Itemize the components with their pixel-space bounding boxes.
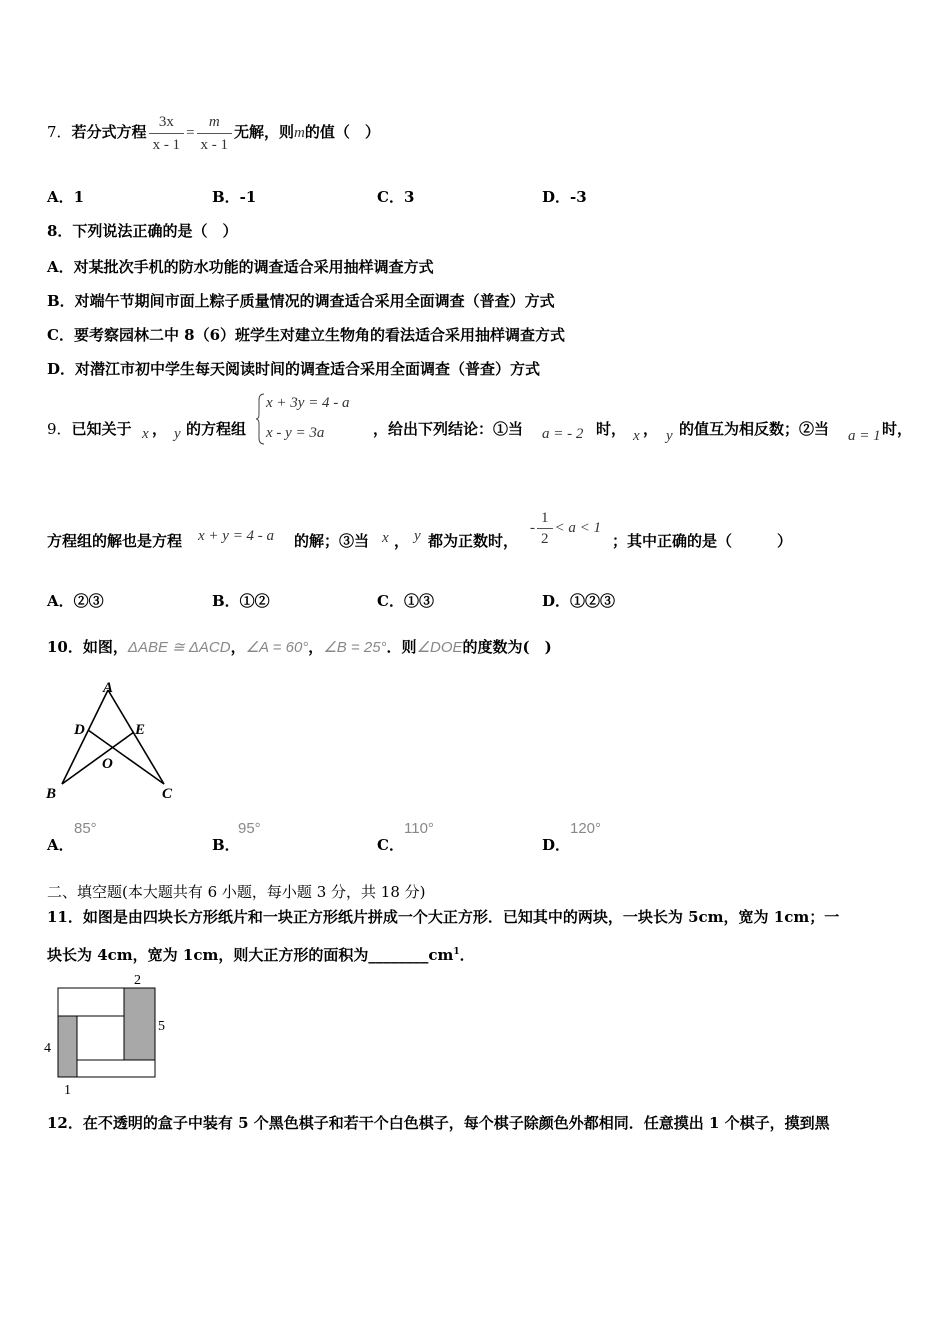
q9-x: x: [142, 426, 149, 442]
q11-right-strip: [124, 988, 155, 1060]
q10-option-d-value: 120°: [570, 820, 602, 837]
q9-t5: 的值互为相反数；②当: [679, 420, 830, 438]
q10-option-a-label: A．: [47, 836, 74, 854]
q10-label-a: A: [103, 680, 114, 696]
q10-number: 10．如图，: [47, 638, 128, 656]
q10-segment-be: [62, 732, 134, 784]
q9-y2: y: [666, 428, 673, 444]
q7-pre: 若分式方程: [71, 123, 147, 141]
q11-unit: cm: [428, 946, 454, 964]
q9-line2-c: 都为正数时，: [428, 532, 519, 550]
q10-c2: ，: [308, 638, 324, 656]
q7-post2: 的值（ ）: [304, 123, 380, 141]
q10-option-a-value: 85°: [74, 820, 97, 837]
section2-title: 二、填空题(本大题共有 6 小题，每小题 3 分，共 18 分): [47, 883, 426, 901]
q9-comma: ，: [152, 420, 168, 438]
q10-t1: ．则: [386, 638, 417, 656]
q10-label-d: D: [74, 722, 85, 738]
q11-label-1: 1: [64, 1083, 71, 1098]
q9-option-d[interactable]: D．①②③: [542, 592, 616, 610]
q10-t2: 的度数为( ): [462, 638, 552, 656]
q9-option-a[interactable]: A．②③: [47, 592, 104, 610]
q8-option-b[interactable]: B．对端午节期间市面上粽子质量情况的调查适合采用全面调查（普查）方式: [47, 292, 555, 310]
q11-square-figure: [40, 970, 180, 1100]
q10-angle-doe: ∠DOE: [416, 639, 463, 656]
q9-y3: y: [414, 528, 421, 544]
q9-inequality: [530, 503, 601, 553]
q10-stem: [47, 636, 552, 657]
q10-option-b-value: 95°: [238, 820, 261, 837]
q7-frac1-den: x - 1: [152, 136, 181, 153]
q9-system-brace: [256, 392, 266, 446]
q9-x2: x: [633, 428, 640, 444]
q7-option-d[interactable]: D．-3: [542, 188, 587, 206]
q7-frac2-num: m: [197, 111, 233, 134]
q12-line1: 12．在不透明的盒子中装有 5 个黑色棋子和若干个白色棋子，每个棋子除颜色外都相同．任意摸出 1 个棋子，摸到黑: [47, 1114, 830, 1132]
q9-t3: ，给出下列结论：①当: [373, 420, 524, 438]
q9-comma2: ，: [643, 420, 659, 438]
q7-option-a[interactable]: A．1: [47, 188, 85, 206]
q7-fraction-left: [149, 111, 185, 156]
q10-option-d-label: D．: [542, 836, 571, 854]
q11-line2-text: 块长为 4cm，宽为 1cm，则大正方形的面积为: [47, 946, 369, 964]
q10-option-d[interactable]: [542, 834, 570, 855]
q7-fraction-right: [197, 111, 233, 156]
q7-number: 7．: [47, 123, 72, 141]
q10-option-b-label: B．: [212, 836, 240, 854]
q10-angle-a: ∠A = 60°: [245, 639, 309, 656]
q10-option-c-label: C．: [377, 836, 404, 854]
q11-unit-sup: 1: [453, 947, 460, 957]
q10-option-c-value: 110°: [404, 820, 434, 837]
q10-option-a[interactable]: [47, 834, 74, 855]
q9-ineq-post: < a < 1: [554, 520, 601, 536]
q9-t6: 时，: [882, 420, 913, 438]
q11-left-strip: [58, 1016, 77, 1077]
q8-option-a[interactable]: A．对某批次手机的防水功能的调查适合采用抽样调查方式: [47, 258, 434, 276]
q7-frac2-den: x - 1: [200, 136, 229, 153]
q9-cond2: a = 1: [848, 428, 881, 444]
q9-cond1: a = - 2: [542, 426, 584, 442]
q8-stem: 8．下列说法正确的是（ ）: [47, 222, 238, 240]
q11-line1: 11．如图是由四块长方形纸片和一块正方形纸片拼成一个大正方形．已知其中的两块，一块长为 5cm，宽为 1cm；一: [47, 908, 840, 926]
q10-label-c: C: [162, 786, 173, 802]
q9-y: y: [174, 426, 181, 442]
q7-option-b[interactable]: B．-1: [212, 188, 257, 206]
q10-c1: ，: [230, 638, 246, 656]
q11-label-2: 2: [134, 973, 141, 988]
q11-label-4: 4: [44, 1041, 51, 1056]
q9-t4: 时，: [596, 420, 627, 438]
q7-var-m: m: [294, 125, 305, 141]
q8-option-c[interactable]: C．要考察园林二中 8（6）班学生对建立生物角的看法适合采用抽样调查方式: [47, 326, 566, 344]
q9-ineq-den: 2: [541, 531, 549, 548]
q9-ineq-fraction: [537, 508, 553, 549]
q10-option-b[interactable]: [212, 834, 240, 855]
q9-x3: x: [382, 530, 389, 546]
q11-label-5: 5: [158, 1019, 165, 1034]
q7-option-c[interactable]: C．3: [377, 188, 415, 206]
q9-number: 9．: [47, 420, 72, 438]
q7-equals: =: [186, 125, 195, 141]
q9-comma3: ，: [394, 532, 410, 550]
q7-post1: 无解，则: [234, 123, 295, 141]
q11-blank[interactable]: ________: [368, 946, 429, 964]
q11-top-strip: [58, 988, 124, 1016]
q11-bottom-strip: [77, 1060, 155, 1077]
q10-congruence: ΔABE ≅ ΔACD: [127, 639, 231, 656]
q10-label-e: E: [135, 722, 146, 738]
q9-ineq-num: 1: [537, 508, 553, 529]
q7-frac1-num: 3x: [149, 111, 185, 134]
q9-line2-b: 的解；③当: [294, 532, 370, 550]
q9-line1: [47, 418, 132, 439]
q10-label-b: B: [46, 786, 57, 802]
q11-line2: [47, 944, 475, 965]
q9-line2-d: ；其中正确的是（ ）: [612, 532, 793, 550]
q9-t2: 的方程组: [186, 420, 247, 438]
q10-label-o: O: [102, 756, 113, 772]
q8-option-d[interactable]: D．对潜江市初中学生每天阅读时间的调查适合采用全面调查（普查）方式: [47, 360, 541, 378]
q7-stem: [47, 104, 380, 160]
q10-option-c[interactable]: [377, 834, 404, 855]
q10-angle-b: ∠B = 25°: [323, 639, 387, 656]
q9-eq2: x + y = 4 - a: [198, 528, 275, 544]
q10-triangle-figure: [40, 680, 190, 805]
q9-t1: 已知关于: [71, 420, 132, 438]
q9-option-c[interactable]: C．①③: [377, 592, 434, 610]
q9-system-eq1: x + 3y = 4 - a: [266, 395, 350, 411]
q9-line2-a: 方程组的解也是方程: [47, 532, 183, 550]
q11-end: ．: [459, 946, 475, 964]
q9-system-eq2: x - y = 3a: [266, 425, 325, 441]
q9-option-b[interactable]: B．①②: [212, 592, 270, 610]
q9-ineq-minus: -: [530, 520, 535, 536]
